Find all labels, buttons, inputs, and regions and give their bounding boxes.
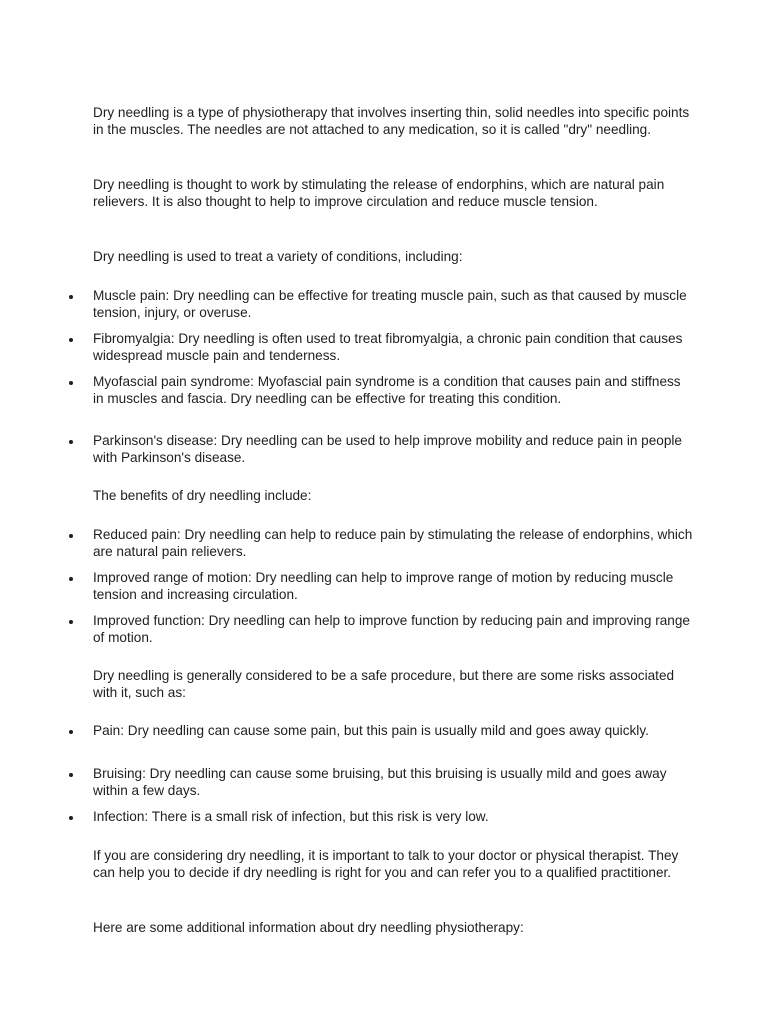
list-item: Improved function: Dry needling can help to improve function by reducing pain and improving range of motion. [93,613,690,645]
risks-intro: Dry needling is generally considered to be a safe procedure, but there are some risks associated with it, such as: [93,668,675,700]
intro-paragraph-1: Dry needling is a type of physiotherapy that involves inserting thin, solid needles into specific points in the muscles. The needles are not attached to any medication, so it is called "dry" needling. [93,105,690,137]
intro-paragraph-2: Dry needling is thought to work by stimulating the release of endorphins, which are natural pain relievers. It is also thought to help to improve circulation and reduce muscle tension. [93,177,665,209]
list-item: Improved range of motion: Dry needling can help to improve range of motion by reducing muscle tension and increasing circulation. [93,570,674,602]
list-item: Fibromyalgia: Dry needling is often used to treat fibromyalgia, a chronic pain condition that causes widespread muscle pain and tenderness. [93,331,683,363]
list-item: Reduced pain: Dry needling can help to reduce pain by stimulating the release of endorphins, which are natural pain relievers. [93,527,693,559]
advice-paragraph: If you are considering dry needling, it is important to talk to your doctor or physical therapist. They can help you to decide if dry needling is right for you and can refer you to a qualified practitioner. [93,848,679,880]
list-item: Myofascial pain syndrome: Myofascial pain syndrome is a condition that causes pain and stiffness in muscles and fascia. Dry needling can be effective for treating this condition. [93,374,681,406]
intro-paragraph-3: Dry needling is used to treat a variety of conditions, including: [93,249,463,264]
list-item: Infection: There is a small risk of infection, but this risk is very low. [93,809,489,824]
more-info-paragraph: Here are some additional information about dry needling physiotherapy: [93,920,524,935]
list-item: Muscle pain: Dry needling can be effective for treating muscle pain, such as that caused by muscle tension, injury, or overuse. [93,288,687,320]
list-item: Bruising: Dry needling can cause some bruising, but this bruising is usually mild and goes away within a few days. [93,766,667,798]
list-item: Pain: Dry needling can cause some pain, but this pain is usually mild and goes away quickly. [93,723,649,738]
list-item: Parkinson's disease: Dry needling can be used to help improve mobility and reduce pain in people with Parkinson's disease. [93,433,682,465]
benefits-intro: The benefits of dry needling include: [93,488,312,503]
